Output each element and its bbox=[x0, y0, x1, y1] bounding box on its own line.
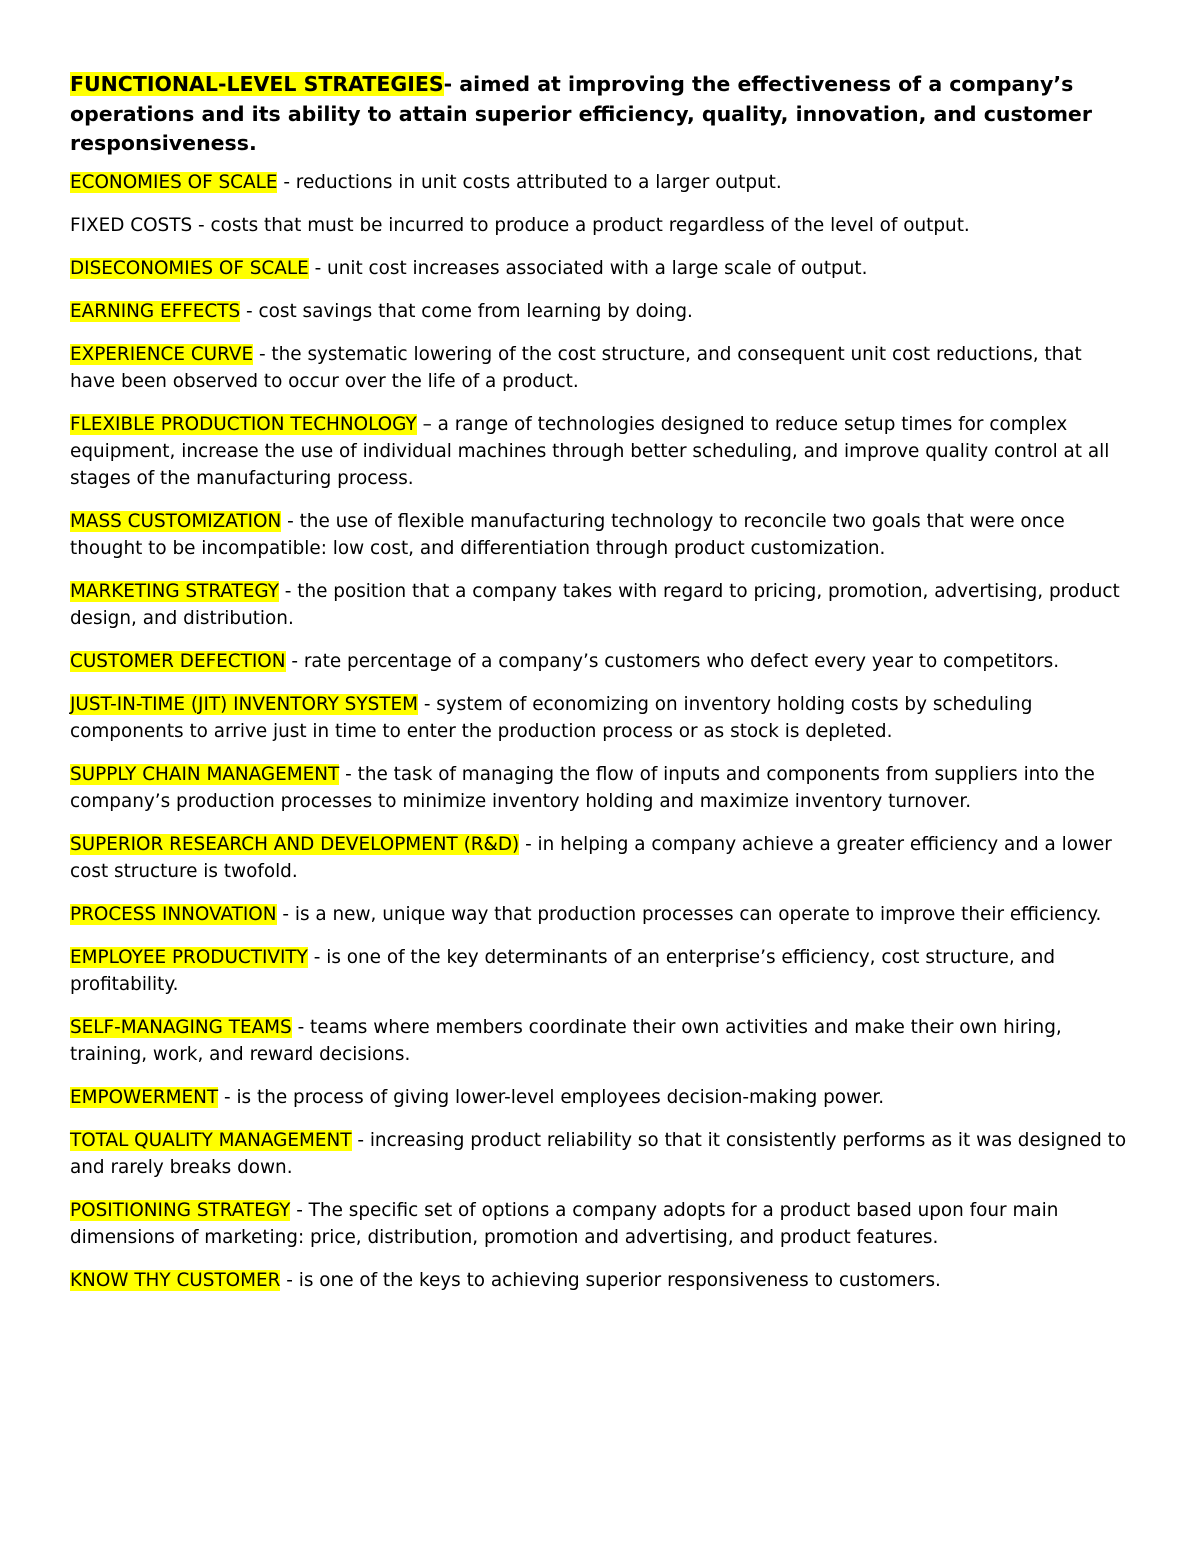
glossary-term: KNOW THY CUSTOMER bbox=[70, 1269, 281, 1291]
glossary-term: POSITIONING STRATEGY bbox=[70, 1199, 291, 1221]
glossary-definition: - in helping a company achieve a greater efficiency and a lower cost structure is twofold. bbox=[70, 833, 1112, 882]
glossary-term: JUST-IN-TIME (JIT) INVENTORY SYSTEM bbox=[70, 693, 418, 715]
glossary-entry bbox=[70, 1014, 1132, 1068]
glossary-entry bbox=[70, 212, 1132, 239]
glossary-term: DISECONOMIES OF SCALE bbox=[70, 257, 309, 279]
glossary-definition: – a range of technologies designed to reduce setup times for complex equipment, increase the use of individual machines through better scheduling, and improve quality control at all stages of the manufacturing process. bbox=[70, 413, 1110, 489]
glossary-entry bbox=[70, 341, 1132, 395]
glossary-definition: - is one of the keys to achieving superior responsiveness to customers. bbox=[280, 1269, 941, 1291]
glossary-entry bbox=[70, 761, 1132, 815]
glossary-term: ECONOMIES OF SCALE bbox=[70, 171, 278, 193]
glossary-entry bbox=[70, 169, 1132, 196]
glossary-list bbox=[70, 169, 1132, 1294]
glossary-entry bbox=[70, 411, 1132, 492]
section-heading bbox=[70, 70, 1132, 159]
glossary-definition: - is the process of giving lower-level employees decision-making power. bbox=[218, 1086, 885, 1108]
glossary-entry bbox=[70, 1084, 1132, 1111]
glossary-definition: - is a new, unique way that production processes can operate to improve their efficiency. bbox=[276, 903, 1102, 925]
glossary-entry bbox=[70, 578, 1132, 632]
heading-definition: - aimed at improving the effectiveness of a company’s operations and its ability to attain superior efficiency, quality, innovation, and customer responsiveness. bbox=[70, 72, 1092, 155]
glossary-definition: - is one of the key determinants of an enterprise’s efficiency, cost structure, and profitability. bbox=[70, 946, 1056, 995]
glossary-entry bbox=[70, 1267, 1132, 1294]
glossary-definition: - unit cost increases associated with a large scale of output. bbox=[308, 257, 868, 279]
document-page bbox=[70, 70, 1132, 1310]
glossary-term: MASS CUSTOMIZATION bbox=[70, 510, 282, 532]
glossary-term: FIXED COSTS bbox=[70, 214, 193, 236]
glossary-term: EMPOWERMENT bbox=[70, 1086, 219, 1108]
glossary-entry bbox=[70, 901, 1132, 928]
glossary-term: TOTAL QUALITY MANAGEMENT bbox=[70, 1129, 352, 1151]
glossary-definition: - the systematic lowering of the cost structure, and consequent unit cost reductions, that have been observed to occur over the life of a product. bbox=[70, 343, 1082, 392]
glossary-entry bbox=[70, 944, 1132, 998]
glossary-term: PROCESS INNOVATION bbox=[70, 903, 277, 925]
glossary-entry bbox=[70, 648, 1132, 675]
glossary-definition: - reductions in unit costs attributed to a larger output. bbox=[277, 171, 782, 193]
glossary-term: CUSTOMER DEFECTION bbox=[70, 650, 286, 672]
glossary-definition: - cost savings that come from learning by doing. bbox=[240, 300, 693, 322]
glossary-entry bbox=[70, 255, 1132, 282]
glossary-term: EMPLOYEE PRODUCTIVITY bbox=[70, 946, 308, 968]
glossary-definition: - the position that a company takes with regard to pricing, promotion, advertising, product design, and distribution. bbox=[70, 580, 1120, 629]
glossary-definition: - the task of managing the flow of inputs and components from suppliers into the company’s production processes to minimize inventory holding and maximize inventory turnover. bbox=[70, 763, 1095, 812]
glossary-term: SUPPLY CHAIN MANAGEMENT bbox=[70, 763, 340, 785]
glossary-term: FLEXIBLE PRODUCTION TECHNOLOGY bbox=[70, 413, 417, 435]
glossary-term: EARNING EFFECTS bbox=[70, 300, 241, 322]
glossary-definition: - increasing product reliability so that it consistently performs as it was designed to and rarely breaks down. bbox=[70, 1129, 1127, 1178]
glossary-entry bbox=[70, 691, 1132, 745]
glossary-entry bbox=[70, 1127, 1132, 1181]
glossary-definition: - teams where members coordinate their own activities and make their own hiring, training, work, and reward decisions. bbox=[70, 1016, 1062, 1065]
glossary-term: EXPERIENCE CURVE bbox=[70, 343, 254, 365]
glossary-definition: - The specific set of options a company adopts for a product based upon four main dimensions of marketing: price, distribution, promotion and advertising, and product features. bbox=[70, 1199, 1059, 1248]
glossary-definition: - costs that must be incurred to produce a product regardless of the level of output. bbox=[192, 214, 970, 236]
heading-term: FUNCTIONAL-LEVEL STRATEGIES bbox=[70, 72, 444, 96]
glossary-definition: - rate percentage of a company’s customers who defect every year to competitors. bbox=[285, 650, 1060, 672]
glossary-term: SELF-MANAGING TEAMS bbox=[70, 1016, 292, 1038]
glossary-entry bbox=[70, 1197, 1132, 1251]
glossary-entry bbox=[70, 831, 1132, 885]
glossary-definition: - system of economizing on inventory holding costs by scheduling components to arrive just in time to enter the production process or as stock is depleted. bbox=[70, 693, 1033, 742]
glossary-entry bbox=[70, 298, 1132, 325]
glossary-definition: - the use of flexible manufacturing technology to reconcile two goals that were once thought to be incompatible: low cost, and differentiation through product customization. bbox=[70, 510, 1065, 559]
glossary-term: SUPERIOR RESEARCH AND DEVELOPMENT (R&D) bbox=[70, 833, 520, 855]
glossary-term: MARKETING STRATEGY bbox=[70, 580, 279, 602]
glossary-entry bbox=[70, 508, 1132, 562]
